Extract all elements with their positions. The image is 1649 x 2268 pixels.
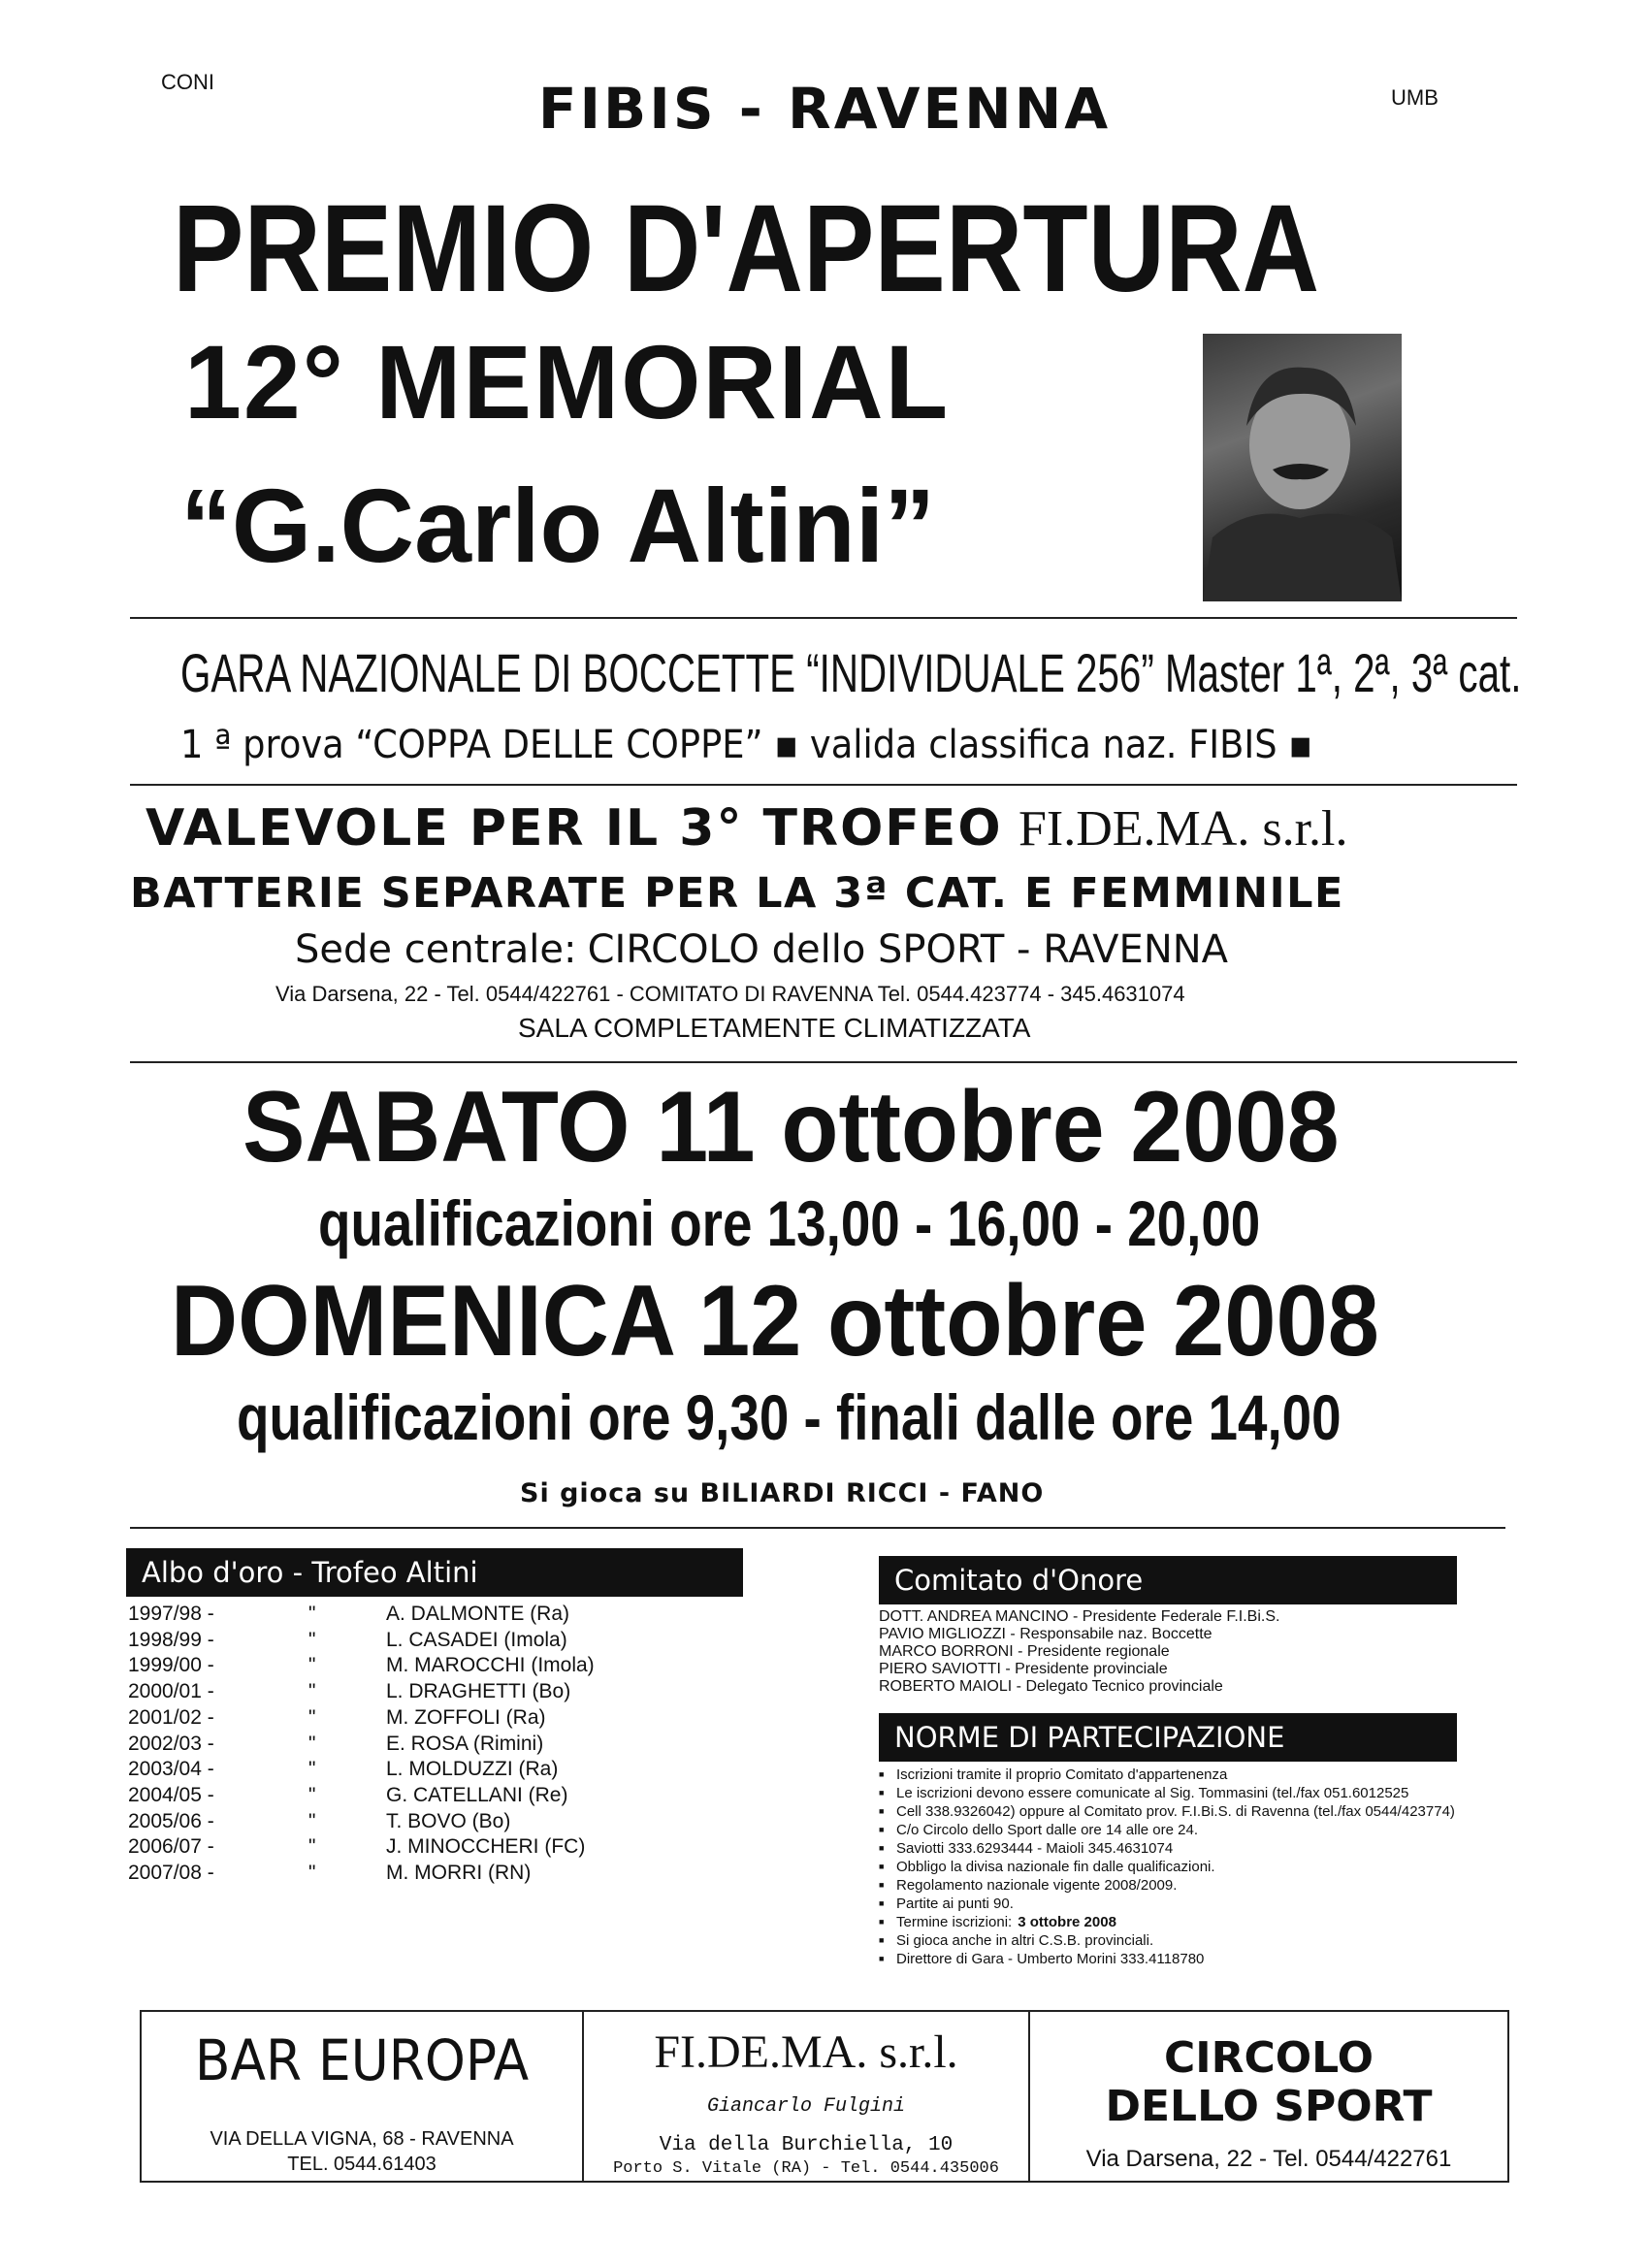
albo-winner: L. CASADEI (Imola) [386, 1628, 567, 1651]
albo-year: 2006/07 - [128, 1835, 214, 1859]
norme-item [877, 1876, 1455, 1895]
albo-winner: M. ZOFFOLI (Ra) [386, 1705, 546, 1729]
norme-item [877, 1839, 1455, 1858]
day1-date: SABATO 11 ottobre 2008 [242, 1071, 1340, 1183]
albo-mark: " [308, 1732, 316, 1755]
norme-item-text: C/o Circolo dello Sport dalle ore 14 alle ore 24. [896, 1822, 1199, 1838]
divider [130, 1527, 1505, 1529]
trofeo-sponsor: FI.DE.MA. s.r.l. [1018, 801, 1348, 857]
albo-year: 2003/04 - [128, 1758, 214, 1781]
albo-mark: " [308, 1603, 316, 1625]
fidema-address2: Porto S. Vitale (RA) - Tel. 0544.435006 [613, 2159, 999, 2178]
albo-year: 2000/01 - [128, 1680, 214, 1703]
albo-row [128, 1680, 710, 1706]
event-title-premio: PREMIO D'APERTURA [173, 179, 1320, 318]
albo-row [128, 1629, 710, 1655]
albo-winner: A. DALMONTE (Ra) [386, 1603, 570, 1625]
albo-mark: " [308, 1705, 316, 1729]
fidema-address1: Via della Burchiella, 10 [659, 2134, 954, 2156]
norme-item [877, 1802, 1455, 1821]
albo-winner: L. DRAGHETTI (Bo) [386, 1680, 571, 1703]
day2-times: qualificazioni ore 9,30 - finali dalle ore 14,00 [237, 1381, 1342, 1453]
albo-winner: E. ROSA (Rimini) [386, 1732, 544, 1755]
day2-date: DOMENICA 12 ottobre 2008 [171, 1265, 1379, 1377]
norme-item-text: Obbligo la divisa nazionale fin dalle qualificazioni. [896, 1859, 1215, 1875]
norme-item [877, 1950, 1455, 1968]
albo-year: 1999/00 - [128, 1654, 214, 1677]
comitato-member: DOTT. ANDREA MANCINO - Presidente Federale F.I.Bi.S. [879, 1608, 1280, 1625]
bar-europa-name: BAR EUROPA [194, 2027, 530, 2093]
norme-item-text: Regolamento nazionale vigente 2008/2009. [896, 1877, 1178, 1894]
albo-mark: " [308, 1835, 316, 1859]
event-title-altini: “G.Carlo Altini” [180, 467, 936, 584]
albo-row [128, 1758, 710, 1784]
sede-address: Via Darsena, 22 - Tel. 0544/422761 - COMITATO DI RAVENNA Tel. 0544.423774 - 345.4631074 [275, 982, 1185, 1006]
norme-item-text: Iscrizioni tramite il proprio Comitato d'appartenenza [896, 1766, 1228, 1783]
albo-winner: J. MINOCCHERI (FC) [386, 1835, 586, 1859]
sede-label: Sede centrale: [295, 927, 577, 972]
albo-mark: " [308, 1628, 316, 1651]
comitato-list [879, 1608, 1279, 1696]
umb-logo: UMB [1391, 85, 1439, 110]
albo-year: 2007/08 - [128, 1862, 214, 1884]
sala-info: SALA COMPLETAMENTE CLIMATIZZATA [518, 1013, 1031, 1043]
norme-item [877, 1913, 1455, 1931]
albo-mark: " [308, 1654, 316, 1677]
comitato-title: Comitato d'Onore [879, 1556, 1457, 1604]
albo-mark: " [308, 1680, 316, 1703]
norme-item-text: Direttore di Gara - Umberto Morini 333.4118780 [896, 1951, 1205, 1967]
norme-item-text: Saviotti 333.6293444 - Maioli 345.4631074 [896, 1840, 1174, 1857]
circolo-line1: CIRCOLO [1163, 2033, 1374, 2083]
albo-mark: " [308, 1809, 316, 1832]
bar-europa-tel: TEL. 0544.61403 [287, 2154, 436, 2175]
albo-winner: L. MOLDUZZI (Ra) [386, 1758, 559, 1781]
trofeo-label: VALEVOLE PER IL 3° TROFEO [146, 799, 1003, 858]
divider [130, 784, 1517, 786]
albo-row [128, 1784, 710, 1810]
tables-info: Si gioca su BILIARDI RICCI - FANO [520, 1478, 1045, 1508]
albo-row [128, 1733, 710, 1759]
norme-item [877, 1858, 1455, 1876]
albo-title: Albo d'oro - Trofeo Altini [126, 1548, 743, 1597]
circolo-line2: DELLO SPORT [1105, 2082, 1433, 2131]
albo-mark: " [308, 1862, 316, 1884]
albo-winner: G. CATELLANI (Re) [386, 1783, 568, 1806]
norme-item [877, 1784, 1455, 1802]
albo-winner: M. MORRI (RN) [386, 1862, 532, 1884]
albo-mark: " [308, 1783, 316, 1806]
norme-item [877, 1821, 1455, 1839]
albo-year: 1997/98 - [128, 1603, 214, 1625]
albo-row [128, 1810, 710, 1836]
portrait-photo [1203, 334, 1402, 601]
fidema-person: Giancarlo Fulgini [706, 2095, 906, 2118]
header-title: FIBIS - RAVENNA [537, 76, 1112, 142]
norme-title: NORME DI PARTECIPAZIONE [879, 1713, 1457, 1762]
comitato-member: PIERO SAVIOTTI - Presidente provinciale [879, 1661, 1168, 1677]
divider [130, 617, 1517, 619]
norme-deadline: 3 ottobre 2008 [1018, 1914, 1116, 1930]
fidema-name: FI.DE.MA. s.r.l. [654, 2026, 958, 2078]
comitato-member: PAVIO MIGLIOZZI - Responsabile naz. Boccette [879, 1626, 1212, 1642]
gara-line1: GARA NAZIONALE DI BOCCETTE “INDIVIDUALE 256” Master 1ª, 2ª, 3ª cat. [180, 642, 1522, 703]
albo-year: 2004/05 - [128, 1783, 214, 1806]
norme-item-text: Cell 338.9326042) oppure al Comitato prov. F.I.Bi.S. di Ravenna (tel./fax 0544/423774) [896, 1803, 1455, 1820]
norme-item-text: Le iscrizioni devono essere comunicate al Sig. Tommasini (tel./fax 051.6012525 [896, 1785, 1409, 1801]
day1-times: qualificazioni ore 13,00 - 16,00 - 20,00 [318, 1187, 1261, 1259]
albo-year: 2001/02 - [128, 1705, 214, 1729]
albo-row [128, 1654, 710, 1680]
albo-year: 2002/03 - [128, 1732, 214, 1755]
bar-europa-address: VIA DELLA VIGNA, 68 - RAVENNA [210, 2128, 514, 2150]
norme-item [877, 1895, 1455, 1913]
norme-item [877, 1931, 1455, 1950]
albo-row [128, 1835, 710, 1862]
comitato-member: MARCO BORRONI - Presidente regionale [879, 1643, 1170, 1660]
norme-item-text: Si gioca anche in altri C.S.B. provinciali. [896, 1932, 1154, 1949]
albo-row [128, 1862, 710, 1888]
circolo-address: Via Darsena, 22 - Tel. 0544/422761 [1085, 2146, 1452, 2172]
sede-line [295, 927, 1228, 972]
norme-item [877, 1766, 1455, 1784]
divider [130, 1061, 1517, 1063]
trofeo-line2: BATTERIE SEPARATE PER LA 3ª CAT. E FEMMINILE [130, 869, 1344, 918]
albo-winner: T. BOVO (Bo) [386, 1809, 511, 1832]
norme-item-text: Partite ai punti 90. [896, 1895, 1014, 1912]
coni-logo: CONI [161, 70, 214, 94]
albo-year: 2005/06 - [128, 1809, 214, 1832]
albo-winner: M. MAROCCHI (Imola) [386, 1654, 595, 1677]
albo-row [128, 1706, 710, 1733]
gara-line2: 1 ª prova “COPPA DELLE COPPE” ▪ valida classifica naz. FIBIS ▪ [180, 723, 1313, 767]
albo-mark: " [308, 1758, 316, 1781]
norme-item-text: Termine iscrizioni: [896, 1914, 1013, 1930]
comitato-member: ROBERTO MAIOLI - Delegato Tecnico provinciale [879, 1678, 1223, 1695]
albo-year: 1998/99 - [128, 1628, 214, 1651]
trofeo-line1 [146, 799, 1347, 858]
norme-list [877, 1766, 1455, 1968]
event-title-memorial: 12° MEMORIAL [184, 323, 951, 440]
sede-name: CIRCOLO dello SPORT - RAVENNA [587, 927, 1229, 972]
albo-row [128, 1603, 710, 1629]
